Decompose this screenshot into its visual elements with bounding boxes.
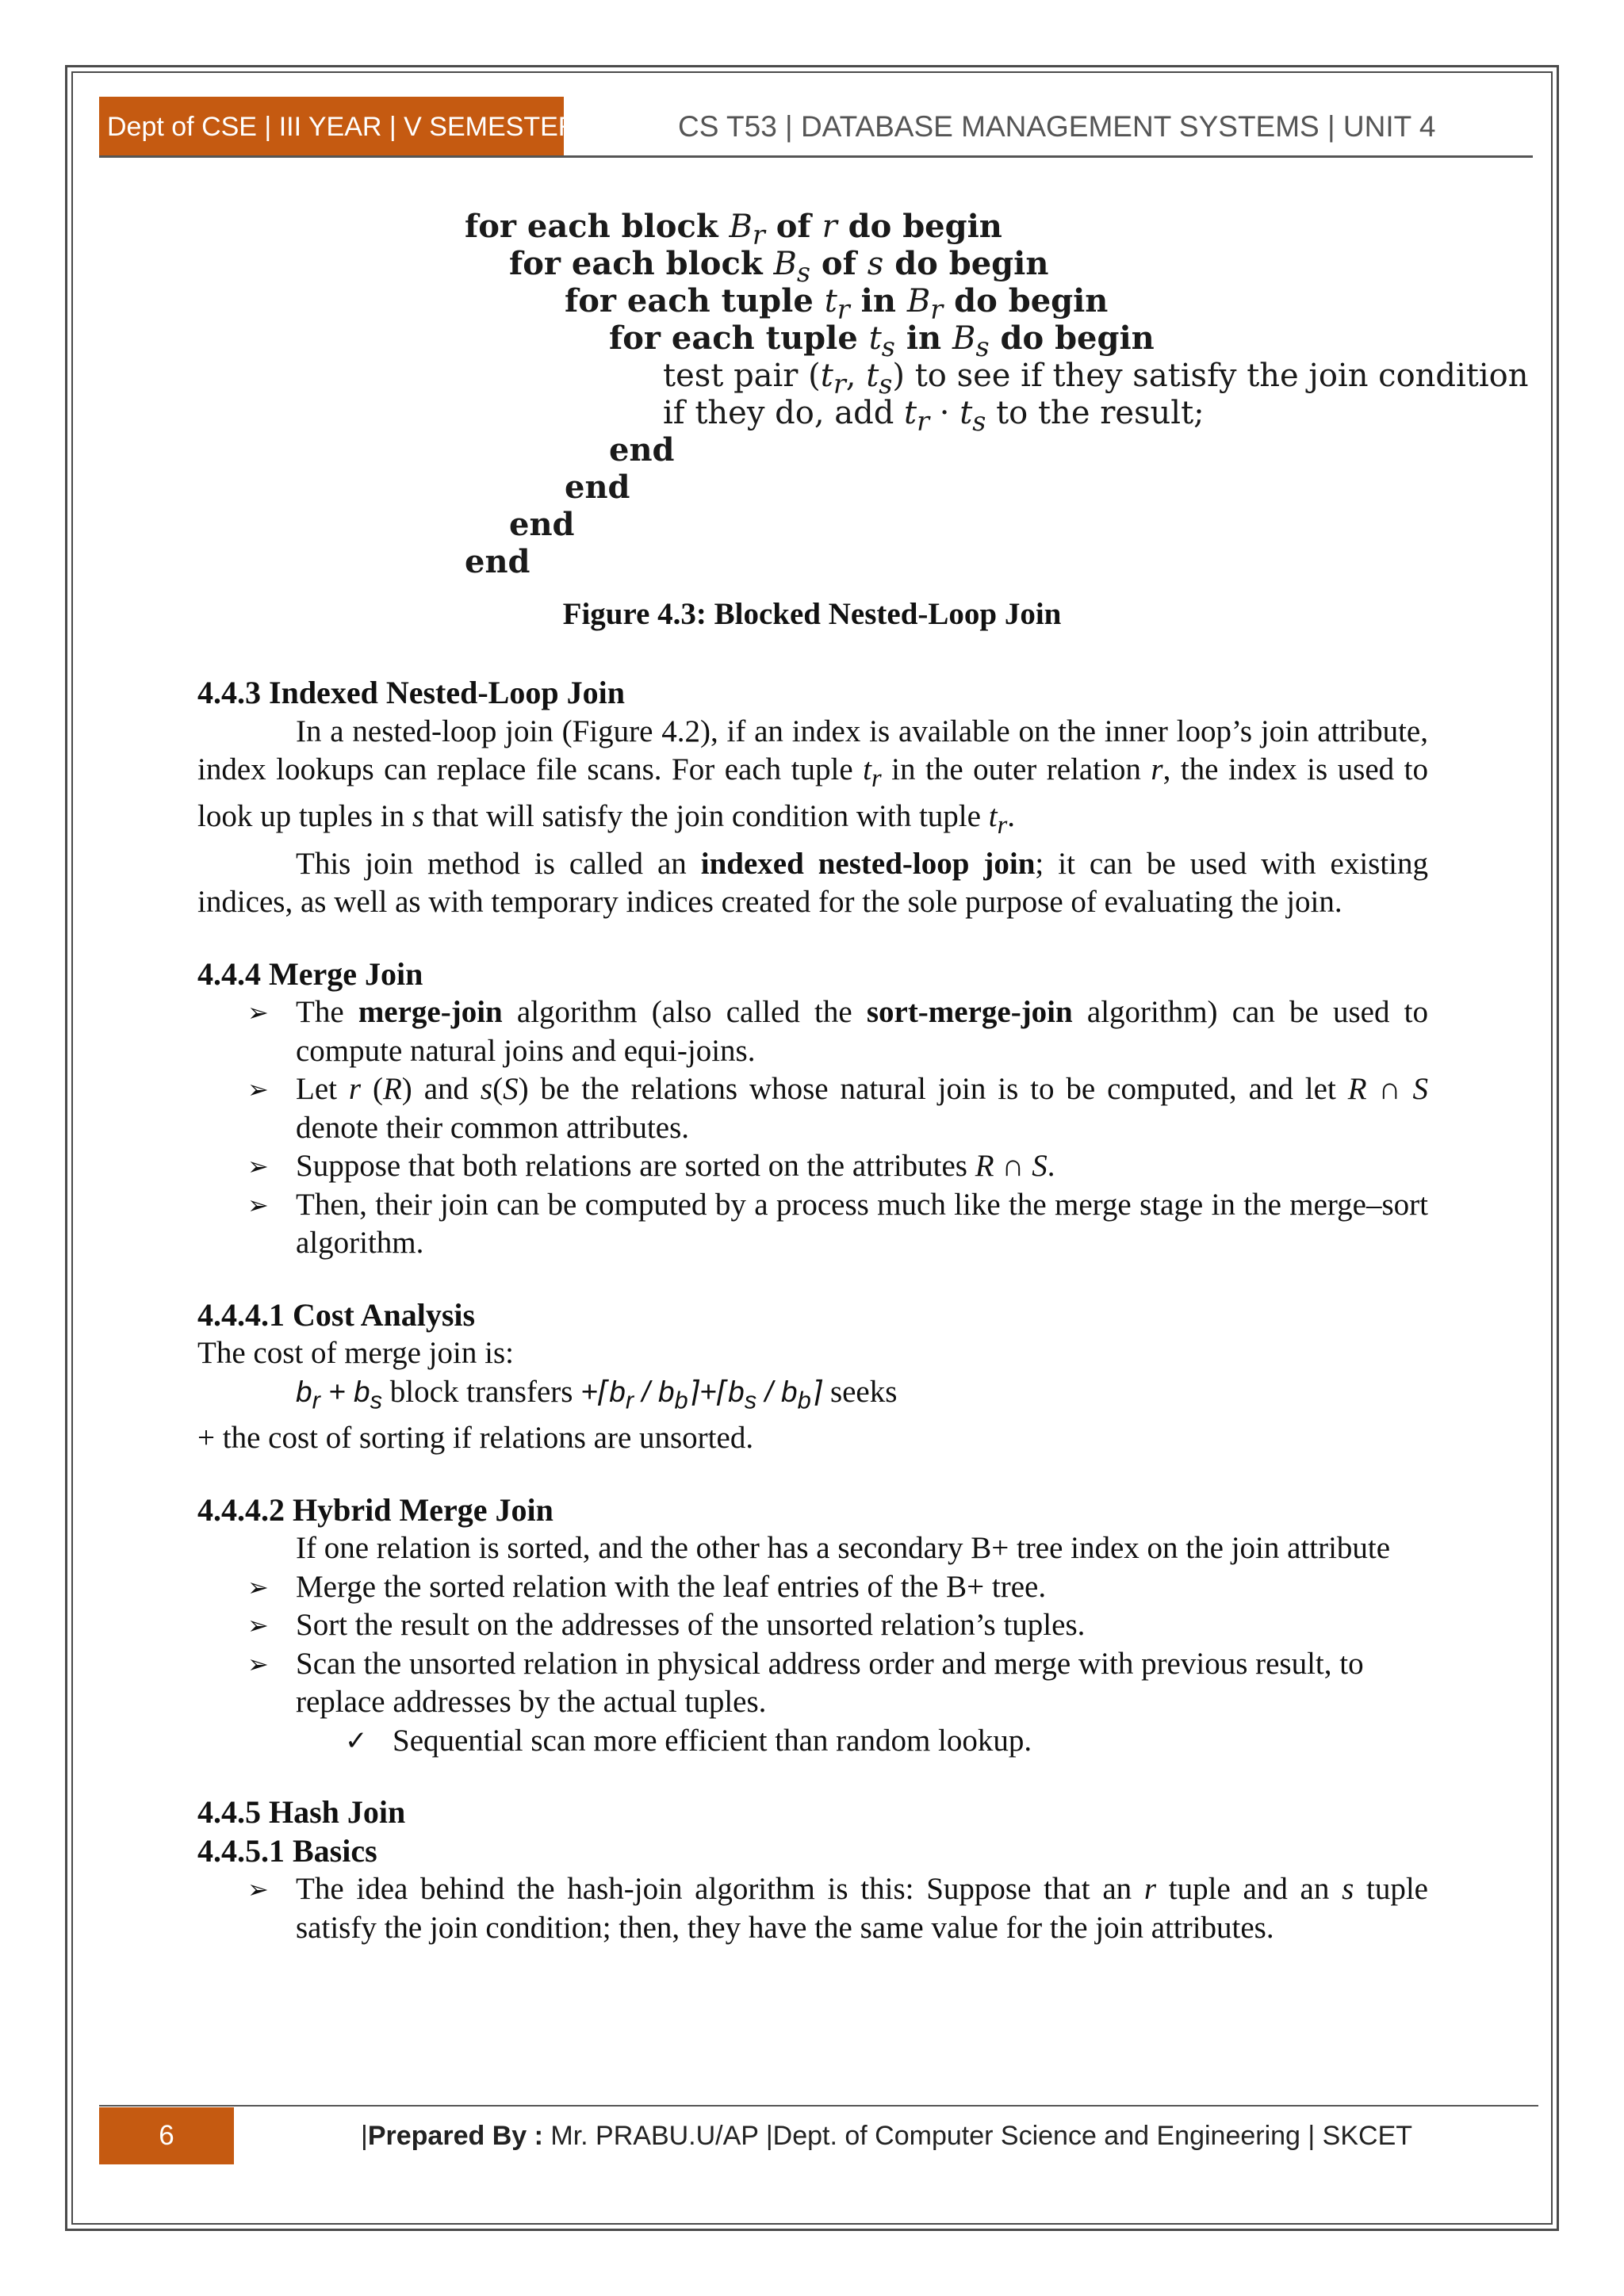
list-item: ➢ The merge-join algorithm (also called the sort-merge-join algorithm) can be used to compute natural joins and equi-joins. [247, 995, 1428, 1068]
header-title: CS T53 | DATABASE MANAGEMENT SYSTEMS | UNIT 4 [678, 110, 1436, 143]
arrow-bullet-icon: ➢ [247, 1874, 269, 1905]
cost-intro: The cost of merge join is: [197, 1336, 514, 1371]
arrow-bullet-icon: ➢ [247, 1571, 269, 1602]
check-bullet-icon: ✓ [345, 1724, 368, 1757]
section-heading-4-4-4-2: 4.4.4.2 Hybrid Merge Join [197, 1491, 553, 1528]
arrow-bullet-icon: ➢ [247, 1151, 269, 1182]
section-heading-4-4-5-1: 4.4.5.1 Basics [197, 1832, 377, 1869]
list-item: ➢ Merge the sorted relation with the leaf entries of the B+ tree. [197, 1568, 1428, 1607]
code-line-5: test pair ($t_r$, $t_s$) to see if they satisfy the join condition [663, 358, 1529, 400]
list-item: ➢ Scan the unsorted relation in physical address order and merge with previous result, to replace addresses by the actual tuples. [247, 1646, 1364, 1720]
sub-list-item: ✓ Sequential scan more efficient than random lookup. [197, 1722, 1428, 1761]
list-item: ➢ Let r (R) and s(S) be the relations whose natural join is to be computed, and let R ∩ S denote their common attributes. [247, 1072, 1428, 1145]
list-item: ➢ Then, their join can be computed by a process much like the merge stage in the merge–sort algorithm. [247, 1187, 1428, 1261]
arrow-bullet-icon: ➢ [247, 1610, 269, 1641]
section-heading-4-4-5: 4.4.5 Hash Join [197, 1794, 406, 1831]
section-heading-4-4-4-1: 4.4.4.1 Cost Analysis [197, 1296, 476, 1333]
main-content [197, 674, 1428, 1947]
code-line-end-1: end [465, 543, 530, 580]
arrow-bullet-icon: ➢ [247, 1648, 269, 1679]
cost-formula: $b_r + b_s$ block transfers $+⌈b_r$ / $b_b⌉+⌈b_s$ / $b_b⌉$ seeks [296, 1374, 898, 1414]
paragraph-indexed-1: In a nested-loop join (Figure 4.2), if an index is available on the inner loop’s join attribute, index lookups can replace file scans. For each tuple $t_r$ in the outer relation r, the index is used to look up tuples in s that will satisfy the join condition with tuple $t_r$. [197, 714, 1428, 840]
code-line-end-2: end [509, 506, 575, 543]
figure-caption: Figure 4.3: Blocked Nested-Loop Join [562, 597, 1062, 631]
list-item: ➢ Sort the result on the addresses of the unsorted relation’s tuples. [197, 1606, 1428, 1645]
merge-join-list [197, 993, 1428, 1263]
list-item: ➢ The idea behind the hash-join algorithm is this: Suppose that an r tuple and an s tuple satisfy the join condition; then, they have the same value for the join attributes. [247, 1872, 1428, 1945]
arrow-bullet-icon: ➢ [247, 997, 269, 1028]
list-item: ➢ Suppose that both relations are sorted on the attributes R ∩ S. [197, 1147, 1428, 1186]
code-line-6: if they do, add $t_r \cdot t_s$ to the result; [663, 395, 1205, 437]
hash-join-list [197, 1870, 1428, 1947]
hybrid-list [197, 1568, 1428, 1722]
code-line-end-3: end [565, 469, 630, 506]
footer-rule [99, 2105, 1538, 2107]
code-line-2: for each block $B_s$ of s do begin [509, 245, 1049, 288]
footer-credit: |Prepared By : Mr. PRABU.U/AP |Dept. of Computer Science and Engineering | SKCET [361, 2121, 1413, 2151]
code-line-1: for each block $B_r$ of r do begin [465, 208, 1002, 251]
cost-outro: + the cost of sorting if relations are unsorted. [197, 1421, 754, 1456]
arrow-bullet-icon: ➢ [247, 1074, 269, 1105]
arrow-bullet-icon: ➢ [247, 1189, 269, 1220]
paragraph-indexed-2: This join method is called an indexed nested-loop join; it can be used with existing indices, as well as with temporary indices created for the sole purpose of evaluating the join. [197, 846, 1429, 920]
page-number: 6 [99, 2107, 234, 2164]
code-line-3: for each tuple $t_r$ in $B_r$ do begin [565, 282, 1109, 325]
code-line-4: for each tuple $t_s$ in $B_s$ do begin [609, 320, 1155, 362]
header-badge: Dept of CSE | III YEAR | V SEMESTER [99, 97, 564, 157]
code-line-end-4: end [609, 431, 675, 469]
header-rule [99, 155, 1533, 158]
section-heading-4-4-4: 4.4.4 Merge Join [197, 955, 423, 992]
section-heading-4-4-3: 4.4.3 Indexed Nested-Loop Join [197, 675, 625, 710]
hybrid-intro: If one relation is sorted, and the other has a secondary B+ tree index on the join attribute [296, 1531, 1391, 1566]
